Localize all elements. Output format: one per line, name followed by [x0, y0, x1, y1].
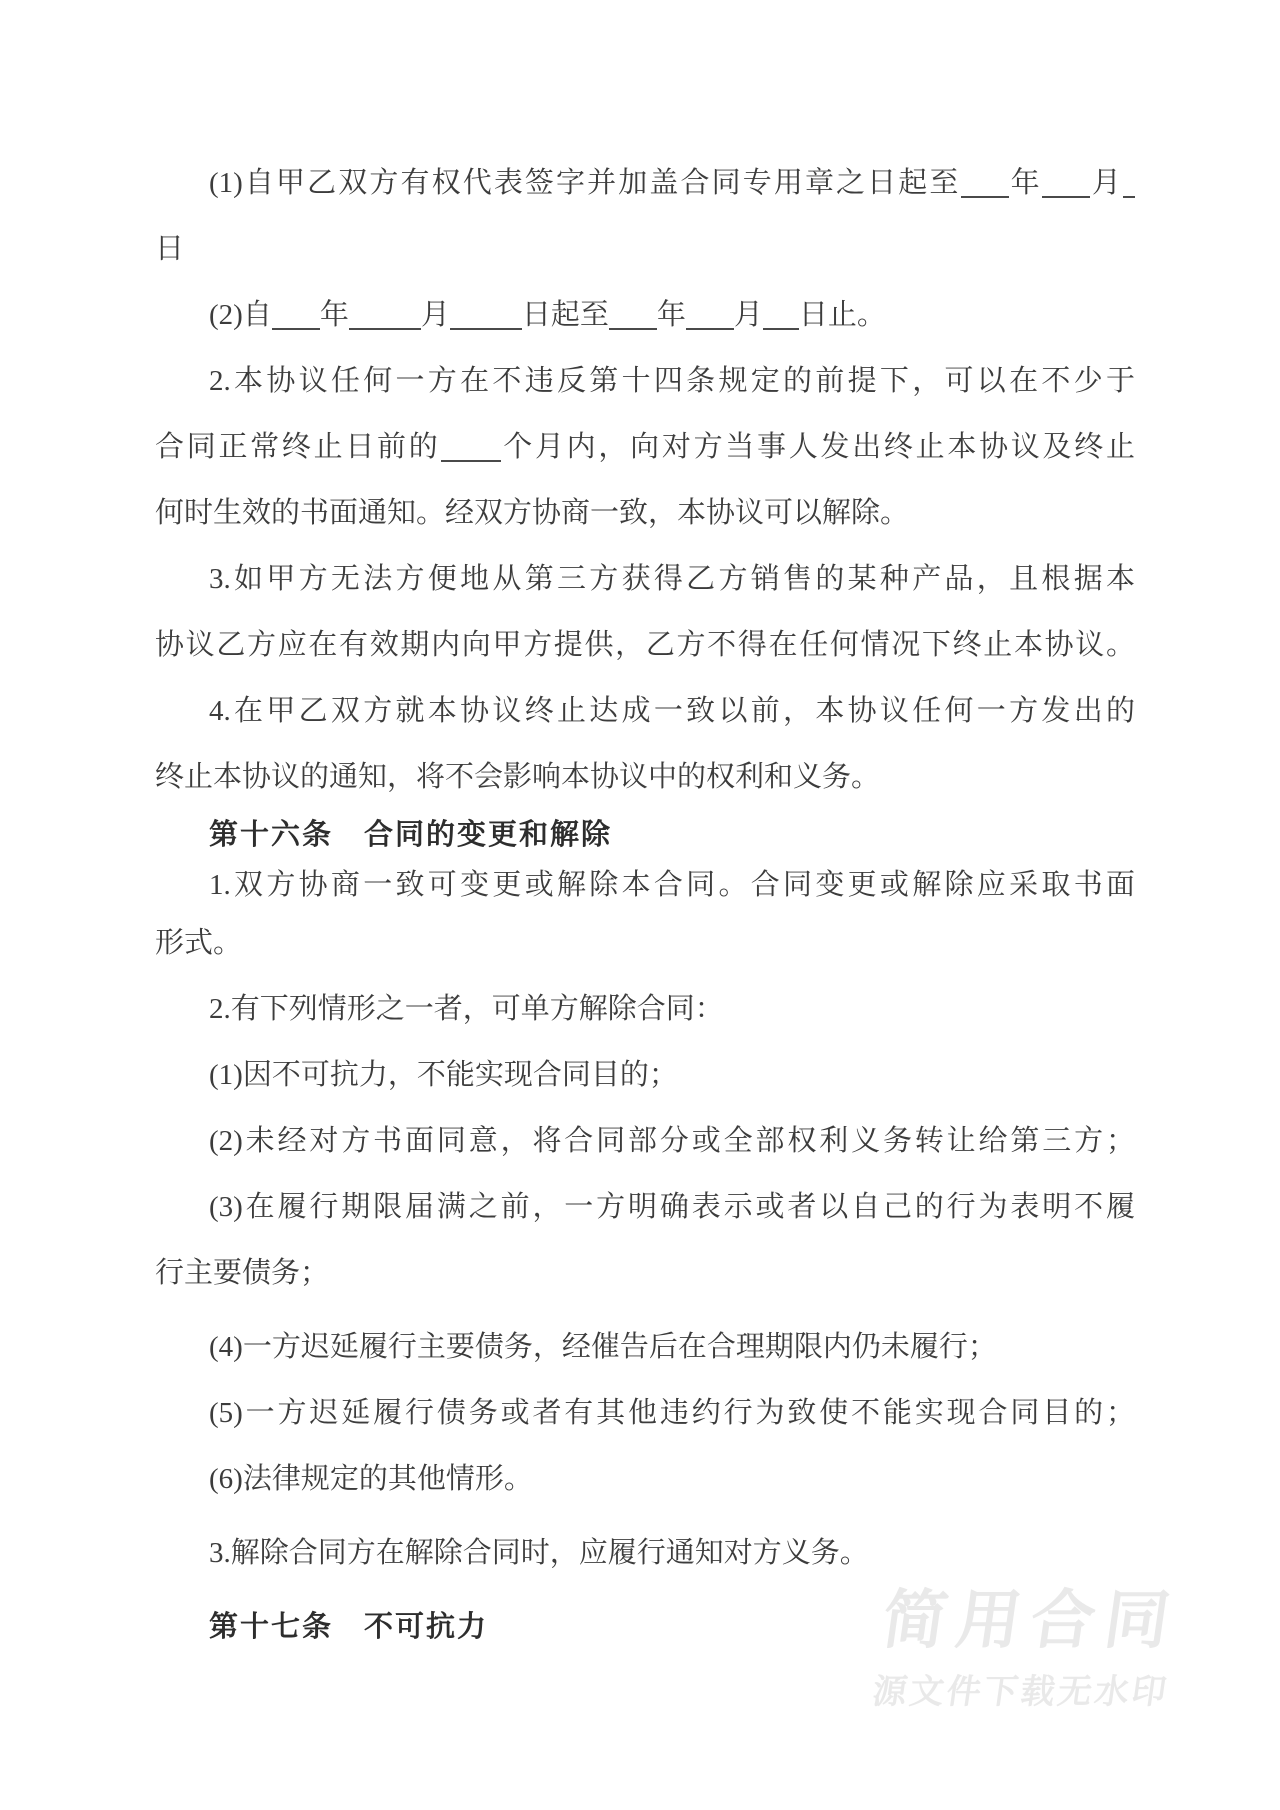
contract-line: 行主要债务；: [155, 1257, 330, 1289]
watermark-subtitle: 源文件下载无水印: [870, 1673, 1172, 1711]
contract-line: 形式。: [155, 927, 243, 959]
blank-underline: [961, 172, 1009, 198]
section-heading: 第十六条 合同的变更和解除: [209, 819, 613, 851]
contract-line: (1)因不可抗力，不能实现合同目的；: [209, 1059, 678, 1091]
contract-line: 日: [155, 233, 185, 265]
blank-underline: [1123, 172, 1135, 198]
blank-underline: [441, 436, 501, 462]
contract-line: (4)一方迟延履行主要债务，经催告后在合理期限内仍未履行；: [209, 1331, 997, 1363]
watermark-title: 简用合同: [877, 1584, 1184, 1656]
contract-line: (2)未经对方书面同意，将合同部分或全部权利义务转让给第三方；: [209, 1125, 1135, 1157]
contract-line: (5)一方迟延履行债务或者有其他违约行为致使不能实现合同目的；: [209, 1397, 1135, 1429]
blank-underline: [450, 304, 522, 330]
contract-line: 4.在甲乙双方就本协议终止达成一致以前，本协议任何一方发出的: [209, 695, 1135, 727]
contract-line: 何时生效的书面通知。经双方协商一致，本协议可以解除。: [155, 497, 910, 529]
section-heading: 第十七条 不可抗力: [209, 1611, 489, 1643]
blank-underline: [609, 304, 657, 330]
contract-line: (2)自 年 月 日起至 年 月 日止。: [209, 299, 886, 331]
blank-underline: [763, 304, 799, 330]
contract-line: 协议乙方应在有效期内向甲方提供，乙方不得在任何情况下终止本协议。: [155, 629, 1135, 661]
contract-line: 终止本协议的通知，将不会影响本协议中的权利和义务。: [155, 761, 881, 793]
contract-body: [155, 150, 1135, 1660]
contract-line: 1.双方协商一致可变更或解除本合同。合同变更或解除应采取书面: [209, 869, 1135, 901]
contract-line: 合同正常终止日前的 个月内，向对方当事人发出终止本协议及终止: [155, 431, 1135, 463]
contract-line: (6)法律规定的其他情形。: [209, 1463, 533, 1495]
blank-underline: [1042, 172, 1090, 198]
contract-line: 2.有下列情形之一者，可单方解除合同：: [209, 993, 724, 1025]
contract-line: (1)自甲乙双方有权代表签字并加盖合同专用章之日起至 年 月: [155, 150, 1135, 216]
blank-underline: [686, 304, 734, 330]
contract-line: 3.如甲方无法方便地从第三方获得乙方销售的某种产品，且根据本: [209, 563, 1135, 595]
blank-underline: [349, 304, 421, 330]
contract-line: (3)在履行期限届满之前，一方明确表示或者以自己的行为表明不履: [209, 1191, 1135, 1223]
blank-underline: [272, 304, 320, 330]
contract-line: 3.解除合同方在解除合同时，应履行通知对方义务。: [209, 1537, 869, 1569]
contract-line: 2.本协议任何一方在不违反第十四条规定的前提下，可以在不少于: [209, 365, 1135, 397]
